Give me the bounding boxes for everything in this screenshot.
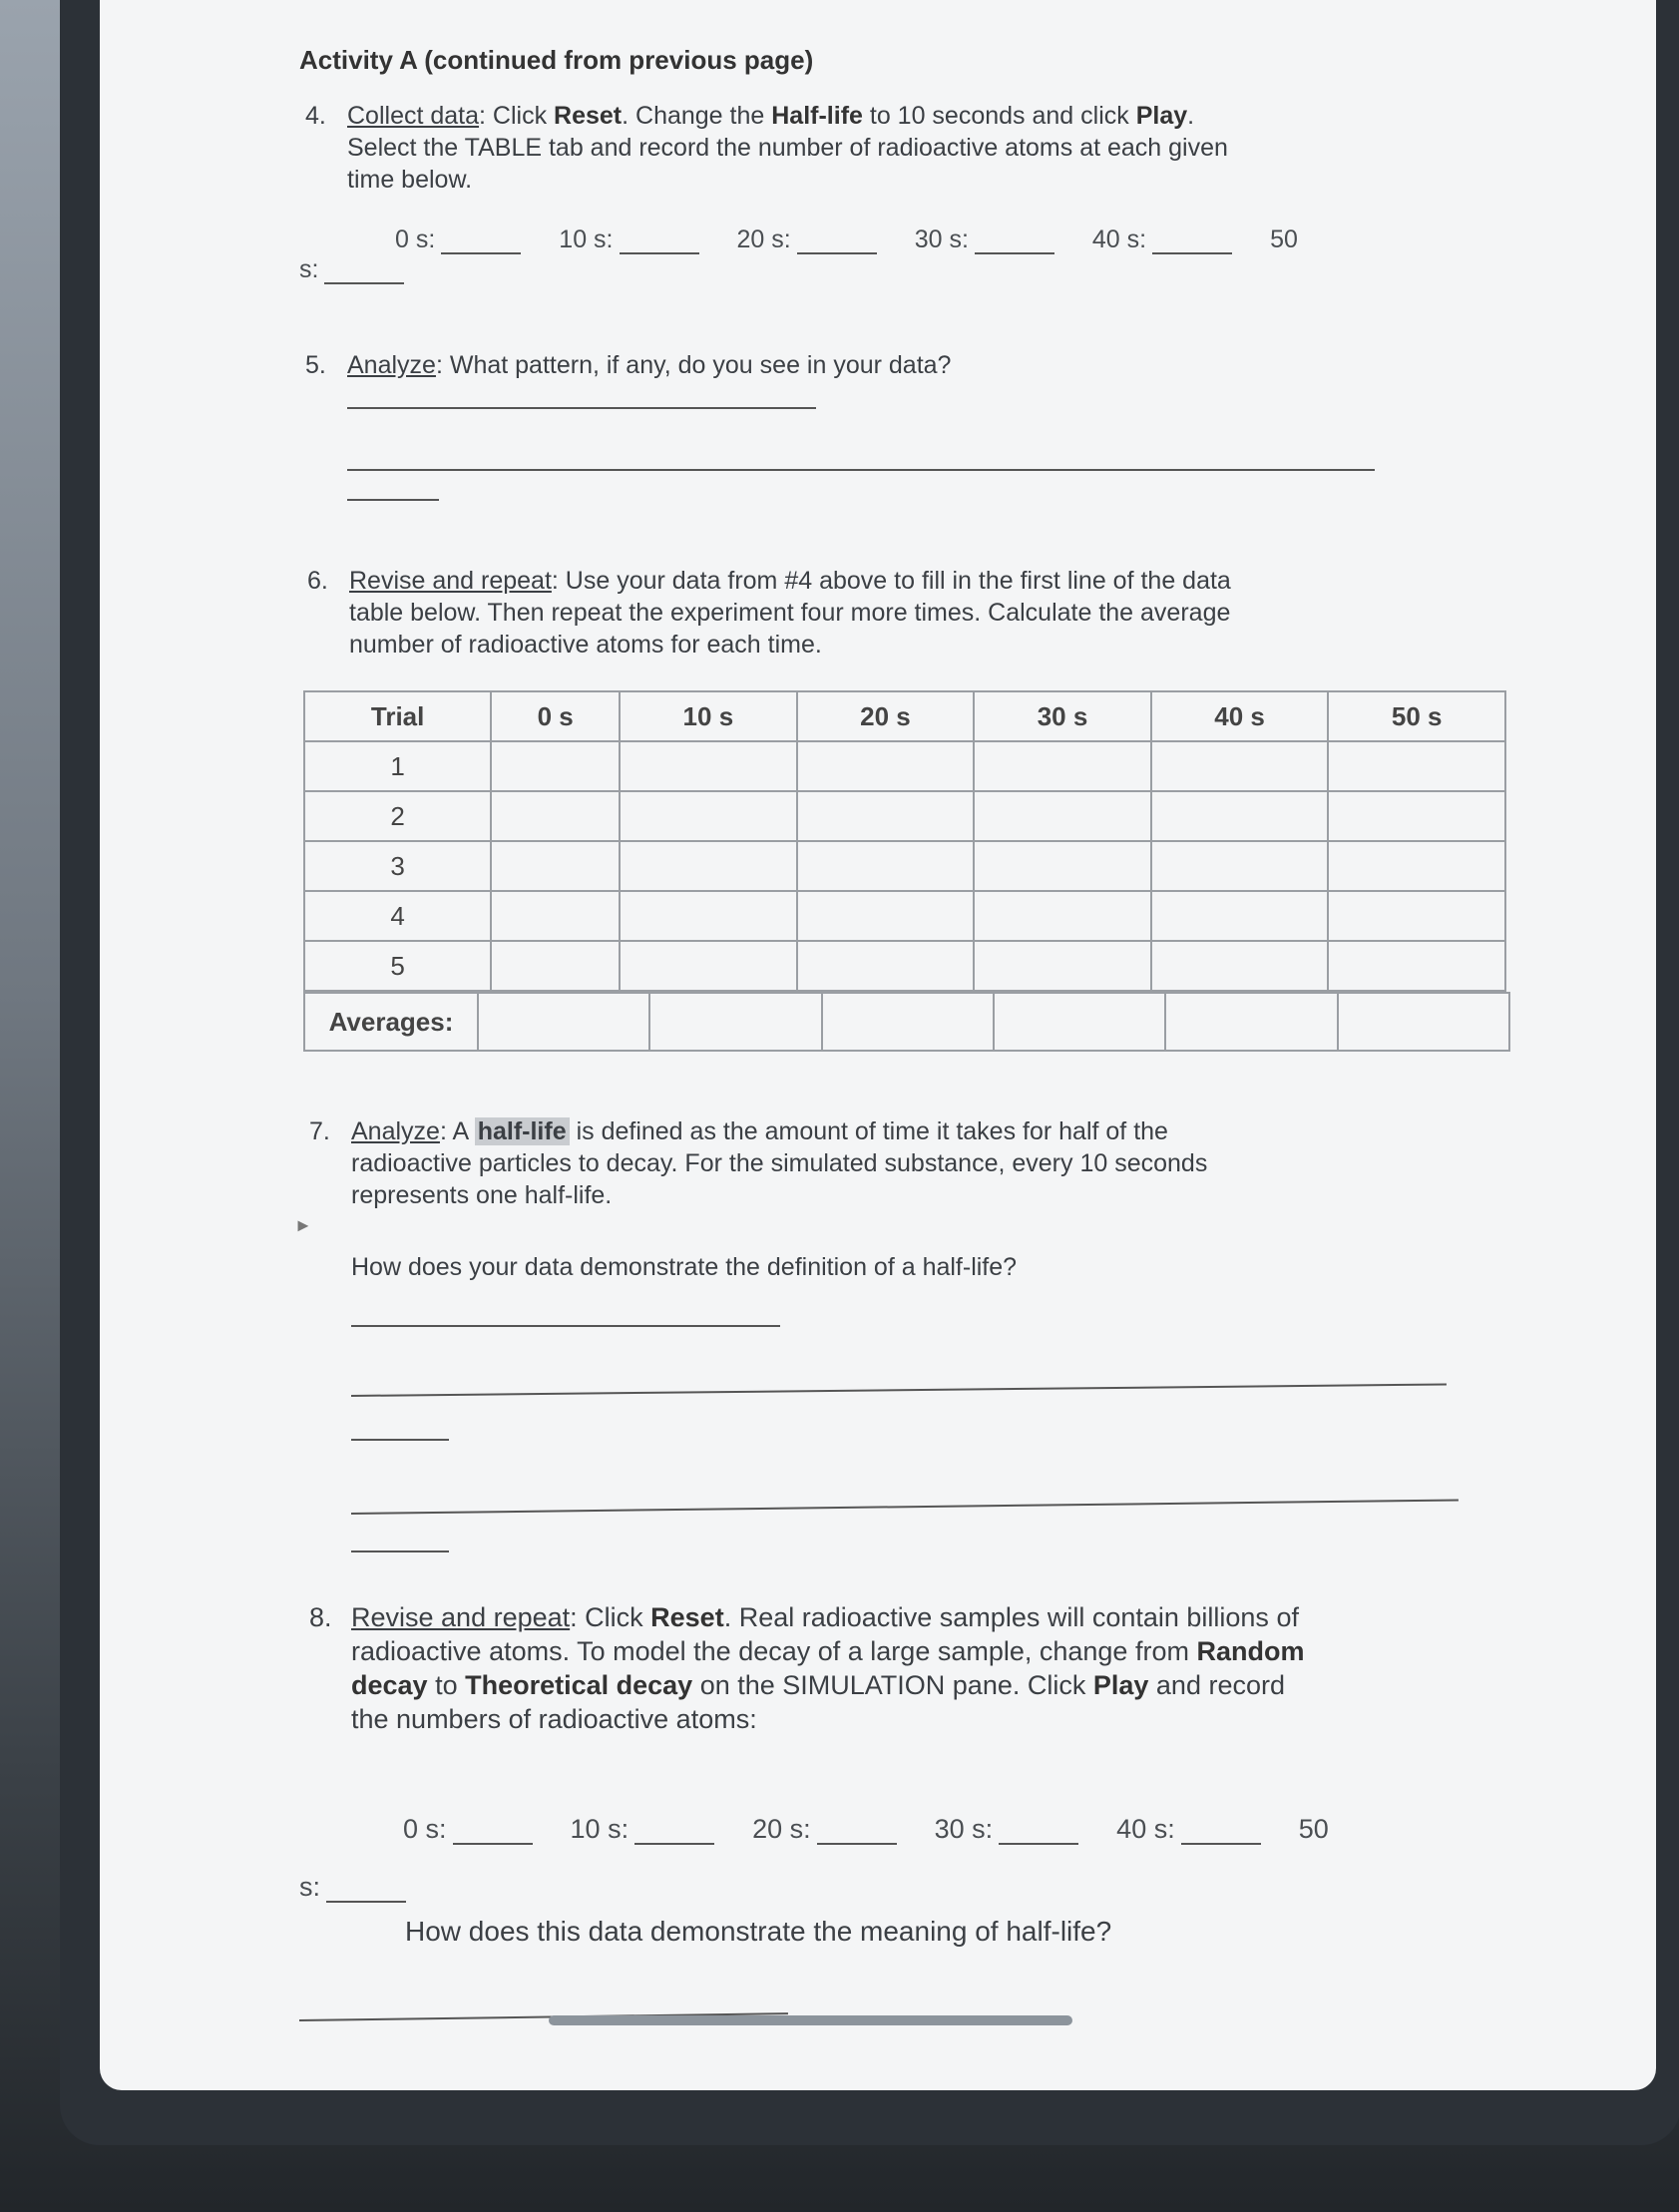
q4-text: to 10 seconds and click: [862, 102, 1136, 130]
theoretical-term: Theoretical decay: [465, 1670, 693, 1700]
question-number: 7.: [309, 1117, 330, 1145]
table-cell[interactable]: [1151, 791, 1329, 841]
table-cell[interactable]: [974, 891, 1151, 941]
answer-line[interactable]: [351, 1325, 780, 1327]
answer-line[interactable]: [347, 499, 439, 501]
question-number: 4.: [305, 102, 326, 130]
data-table: [303, 690, 1506, 992]
time-field[interactable]: [1092, 225, 1232, 254]
time-label: 30 s:: [914, 225, 969, 253]
table-cell[interactable]: [1328, 791, 1505, 841]
answer-blank[interactable]: [453, 1841, 533, 1845]
q8-text: and record: [1148, 1670, 1285, 1700]
q6-label: Revise and repeat: [349, 567, 552, 595]
answer-line[interactable]: [351, 1499, 1459, 1515]
table-row: [304, 941, 1505, 991]
averages-table: [303, 992, 1510, 1052]
trial-number: 1: [304, 741, 491, 791]
table-cell[interactable]: [620, 841, 797, 891]
time-field[interactable]: [299, 255, 404, 284]
q7-label: Analyze: [351, 1117, 440, 1145]
table-cell[interactable]: [491, 941, 620, 991]
time-field: [1299, 1814, 1329, 1845]
halflife-term: Half-life: [771, 102, 863, 130]
table-cell[interactable]: [620, 791, 797, 841]
average-cell[interactable]: [1338, 993, 1509, 1051]
table-cell[interactable]: [797, 791, 975, 841]
time-label: 10 s:: [570, 1814, 630, 1844]
time-field[interactable]: [571, 1814, 715, 1845]
table-cell[interactable]: [1151, 891, 1329, 941]
answer-blank[interactable]: [817, 1841, 897, 1845]
answer-blank[interactable]: [441, 250, 521, 254]
q4-text: .: [1187, 102, 1195, 130]
table-cell[interactable]: [1328, 941, 1505, 991]
table-cell[interactable]: [620, 741, 797, 791]
q7-line: represents one half-life.: [351, 1181, 613, 1209]
answer-blank[interactable]: [797, 250, 877, 254]
answer-blank[interactable]: [620, 250, 699, 254]
column-header: 0 s: [491, 691, 620, 741]
time-label: 30 s:: [934, 1814, 994, 1844]
average-cell[interactable]: [994, 993, 1165, 1051]
trial-number: 3: [304, 841, 491, 891]
column-header: 30 s: [974, 691, 1151, 741]
q7-text: is defined as the amount of time it takes for half of the: [569, 1117, 1168, 1145]
time-label: 40 s:: [1091, 225, 1147, 253]
question-5: [305, 349, 952, 381]
worksheet-page[interactable]: [100, 0, 1656, 2090]
time-label: 0 s:: [403, 1814, 447, 1844]
q8-line: the numbers of radioactive atoms:: [351, 1704, 757, 1734]
column-header: 50 s: [1328, 691, 1505, 741]
q8-text: on the SIMULATION pane. Click: [692, 1670, 1093, 1700]
table-cell[interactable]: [797, 741, 975, 791]
home-indicator[interactable]: [549, 2015, 1072, 2025]
decay-term: decay: [351, 1670, 428, 1700]
table-cell[interactable]: [797, 841, 975, 891]
answer-line[interactable]: [347, 469, 1375, 471]
trial-number: 2: [304, 791, 491, 841]
table-cell[interactable]: [491, 791, 620, 841]
table-cell[interactable]: [491, 741, 620, 791]
answer-blank[interactable]: [975, 250, 1054, 254]
question-number: 6.: [307, 567, 328, 595]
table-row: [304, 791, 1505, 841]
table-cell[interactable]: [620, 891, 797, 941]
q8-text: to: [427, 1670, 466, 1700]
table-cell[interactable]: [1328, 741, 1505, 791]
answer-line[interactable]: [351, 1384, 1447, 1397]
halflife-highlight: half-life: [475, 1117, 570, 1145]
time-field[interactable]: [737, 225, 877, 254]
question-8: [309, 1600, 1518, 1736]
time-label: s:: [299, 1872, 321, 1902]
q8-text: . Real radioactive samples will contain billions of: [723, 1602, 1299, 1632]
answer-line[interactable]: [351, 1439, 449, 1441]
average-cell[interactable]: [649, 993, 821, 1051]
time-field[interactable]: [935, 1814, 1079, 1845]
time-label: 50: [1298, 1814, 1329, 1844]
time-label: 10 s:: [559, 225, 614, 253]
time-label: 40 s:: [1116, 1814, 1175, 1844]
q8-text: : Click: [570, 1602, 651, 1632]
q6-line: table below. Then repeat the experiment four more times. Calculate the average: [349, 599, 1231, 627]
q4-line: time below.: [347, 166, 473, 194]
time-field[interactable]: [1116, 1814, 1261, 1845]
q6-line: number of radioactive atoms for each time.: [349, 631, 822, 659]
answer-blank[interactable]: [324, 280, 404, 284]
reset-term: Reset: [650, 1602, 724, 1632]
table-cell[interactable]: [1151, 941, 1329, 991]
time-label: 20 s:: [736, 225, 791, 253]
q6-text: : Use your data from #4 above to fill in the first line of the data: [551, 567, 1231, 595]
time-field[interactable]: [559, 225, 698, 254]
q8-time-row: [403, 1814, 1367, 1845]
average-cell[interactable]: [822, 993, 994, 1051]
time-field: [1270, 225, 1298, 254]
play-term: Play: [1092, 1670, 1149, 1700]
averages-label: Averages:: [304, 993, 478, 1051]
answer-line[interactable]: [351, 1550, 449, 1552]
table-cell[interactable]: [974, 941, 1151, 991]
trial-number: 4: [304, 891, 491, 941]
answer-blank[interactable]: [1152, 250, 1232, 254]
q4-text: . Change the: [622, 102, 772, 130]
table-row: [304, 891, 1505, 941]
time-field[interactable]: [403, 1814, 533, 1845]
table-cell[interactable]: [491, 841, 620, 891]
table-cell[interactable]: [1151, 741, 1329, 791]
q8-label: Revise and repeat: [351, 1602, 571, 1632]
table-cell[interactable]: [797, 941, 975, 991]
table-cell[interactable]: [620, 941, 797, 991]
column-header: 20 s: [797, 691, 975, 741]
time-field[interactable]: [915, 225, 1054, 254]
random-term: Random: [1196, 1636, 1305, 1666]
column-header: 10 s: [620, 691, 797, 741]
answer-blank[interactable]: [634, 1841, 714, 1845]
time-label: 20 s:: [752, 1814, 811, 1844]
table-cell[interactable]: [1328, 891, 1505, 941]
table-cell[interactable]: [974, 841, 1151, 891]
time-field[interactable]: [395, 225, 521, 254]
question-number: 5.: [305, 351, 326, 379]
q7-text: : A: [439, 1117, 475, 1145]
q4-text: : Click: [479, 102, 555, 130]
q8-text: radioactive atoms. To model the decay of a large sample, change from: [351, 1636, 1197, 1666]
q4-label: Collect data: [347, 102, 480, 130]
average-cell[interactable]: [1165, 993, 1337, 1051]
q5-text: : What pattern, if any, do you see in your data?: [435, 351, 952, 379]
question-6: [307, 565, 1496, 661]
column-header: 40 s: [1151, 691, 1329, 741]
table-cell[interactable]: [1328, 841, 1505, 891]
play-term: Play: [1135, 102, 1188, 130]
q8-question: How does this data demonstrate the meaning of half-life?: [405, 1916, 1112, 1947]
time-label: s:: [299, 255, 319, 283]
question-7: [309, 1115, 1498, 1211]
bullet-icon: ►: [294, 1215, 312, 1235]
q8-time-row-wrap: [299, 1872, 444, 1903]
trial-number: 5: [304, 941, 491, 991]
time-label: 0 s:: [395, 225, 436, 253]
table-cell[interactable]: [974, 791, 1151, 841]
table-cell[interactable]: [1151, 841, 1329, 891]
q4-line: Select the TABLE tab and record the number of radioactive atoms at each given: [347, 134, 1228, 162]
table-row: [304, 741, 1505, 791]
time-field[interactable]: [752, 1814, 897, 1845]
q7-question: How does your data demonstrate the definition of a half-life?: [351, 1253, 1018, 1281]
question-number: 8.: [309, 1602, 332, 1632]
column-header: Trial: [304, 691, 491, 741]
average-cell[interactable]: [478, 993, 649, 1051]
answer-blank[interactable]: [1181, 1841, 1261, 1845]
time-label: 50: [1270, 225, 1298, 253]
answer-blank[interactable]: [326, 1899, 406, 1903]
q5-label: Analyze: [347, 351, 436, 379]
q4-time-row: [395, 225, 1336, 254]
table-row: [304, 841, 1505, 891]
q4-time-row-wrap: [299, 255, 442, 284]
table-header-row: [304, 691, 1505, 741]
averages-row: [304, 993, 1509, 1051]
answer-line[interactable]: [347, 407, 816, 409]
table-cell[interactable]: [974, 741, 1151, 791]
table-cell[interactable]: [797, 891, 975, 941]
answer-blank[interactable]: [999, 1841, 1078, 1845]
q7-line: radioactive particles to decay. For the simulated substance, every 10 seconds: [351, 1149, 1208, 1177]
question-4: [305, 100, 1494, 196]
page-title: Activity A (continued from previous page): [299, 45, 814, 75]
table-cell[interactable]: [491, 891, 620, 941]
time-field[interactable]: [299, 1872, 406, 1903]
reset-term: Reset: [554, 102, 623, 130]
